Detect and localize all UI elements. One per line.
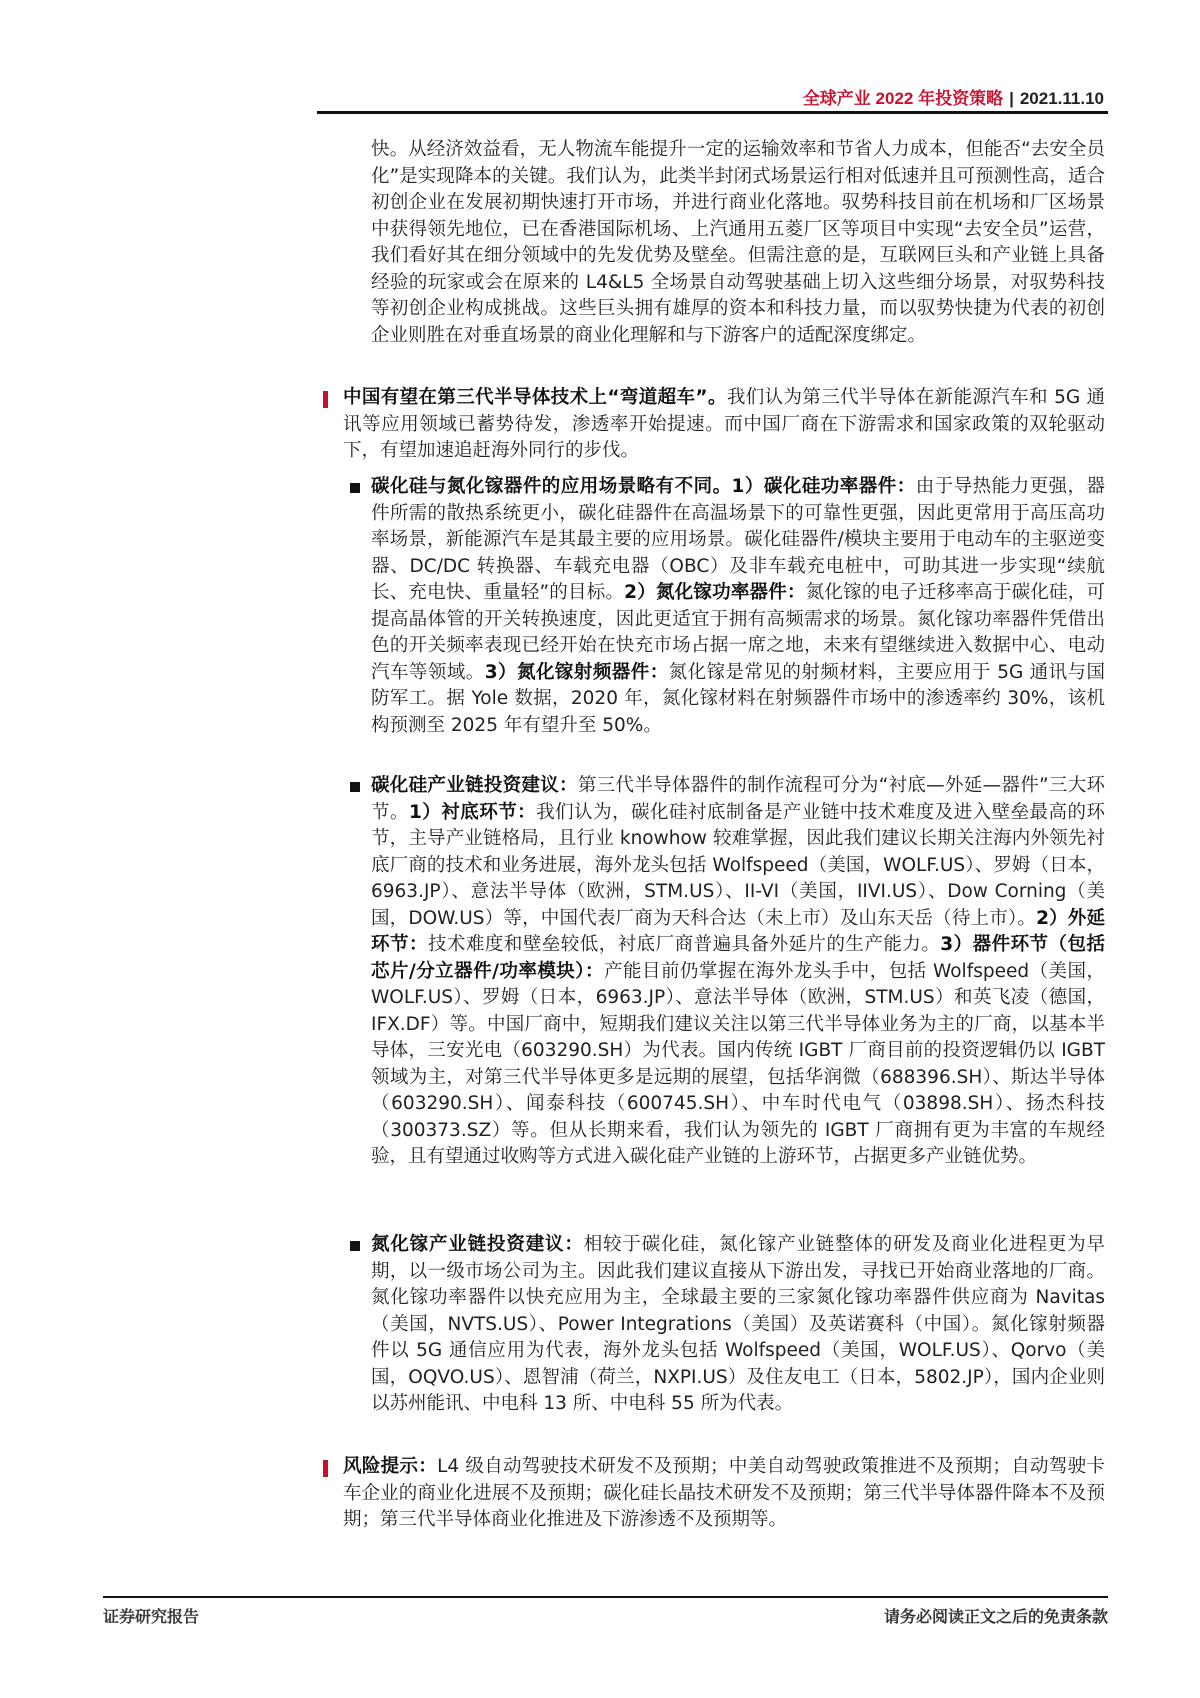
square-bullet-icon	[350, 483, 360, 493]
bold-lead-text: 3）器件环节（包括芯片/分立器件/功率模块）：	[371, 934, 1105, 982]
bold-lead-text: 碳化硅产业链投资建议：	[371, 775, 578, 796]
bullet-sic-gan-applications	[371, 474, 1105, 739]
bold-lead-text: 1）衬底环节：	[408, 801, 537, 823]
bold-lead-text: 中国有望在第三代半导体技术上“弯道超车”。	[343, 387, 727, 408]
section-risk-warning	[343, 1454, 1105, 1534]
header-separator: |	[1009, 89, 1014, 108]
body-text: 快。从经济效益看，无人物流车能提升一定的运输效率和节省人力成本，但能否“去安全员化”是实现降本的关键。我们认为，此类半封闭式场景运行相对低速并且可预测性高，适合初创企业在发展初期快速打开市场，并进行商业化落地。驭势科技目前在机场和厂区场景中获得领先地位，已在香港国际机场、上汽通用五菱厂区等项目中实现“去安全员”运营，我们看好其在细分领域中的先发优势及壁垒。但需注意的是，互联网巨头和产业链上具备经验的玩家或会在原来的 L4&L5 全场景自动驾驶基础上切入这些细分场景，对驭势科技等初创企业构成挑战。这些巨头拥有雄厚的资本和科技力量，而以驭势快捷为代表的初创企业则胜在对垂直场景的商业化理解和与下游客户的适配深度绑定。	[371, 139, 1106, 346]
body-text: 氮化镓的电子迁移率高于碳化硅，可提高晶体管的开关转换速度，因此更适宜于拥有高频需求的场景。氮化镓功率器件凭借出色的开关频率表现已经开始在快充市场占据一席之地，未来有望继续进入数据中心、电动汽车等领域。	[371, 582, 1105, 683]
bullet-gan-investment	[371, 1232, 1105, 1418]
body-text: 由于导热能力更强，器件所需的散热系统更小，碳化硅器件在高温场景下的可靠性更强，因此更常用于高压高功率场景，新能源汽车是其最主要的应用场景。碳化硅器件/模块主要用于电动车的主驱逆变器、DC/DC 转换器、车载充电器（OBC）及非车载充电桩中，可助其进一步实现“续航长、充电快、重量轻”的目标。	[371, 476, 1105, 603]
body-text: 技术难度和壁垒较低，衬底厂商普遍具备外延片的生产能力。	[427, 934, 941, 955]
square-bullet-icon	[350, 782, 360, 792]
footer-left: 证券研究报告	[103, 1607, 200, 1626]
body-text: 氮化镓是常见的射频材料，主要应用于 5G 通讯与国防军工。据 Yole 数据，2020 年，氮化镓材料在射频器件市场中的渗透率约 30%，该机构预测至 2025 年有望升至 50%。	[371, 661, 1106, 736]
page-header	[803, 84, 1104, 109]
body-text: 产能目前仍掌握在海外龙头手中，包括 Wolfspeed（美国，WOLF.US）、罗姆（日本，6963.JP）、意法半导体（欧洲，STM.US）和英飞凌（德国，IFX.DF）等。中国厂商中，短期我们建议关注以第三代半导体业务为主的厂商，以基本半导体，三安光电（603290.SH）为代表。国内传统 IGBT 厂商目前的投资逻辑仍以 IGBT 领域为主，对第三代半导体更多是远期的展望，包括华润微（688396.SH）、斯达半导体（603290.SH）、闻泰科技（600745.SH）、中车时代电气（03898.SH）、扬杰科技（300373.SZ）等。但从长期来看，我们认为领先的 IGBT 厂商拥有更为丰富的车规经验，且有望通过收购等方式进入碳化硅产业链的上游环节，占据更多产业链优势。	[371, 960, 1106, 1167]
section-marker-icon	[323, 391, 328, 408]
section-text	[343, 1454, 1105, 1534]
section-third-gen-semiconductor	[343, 385, 1105, 465]
bold-lead-text: 氮化镓产业链投资建议：	[371, 1234, 584, 1255]
section-text	[343, 385, 1105, 465]
body-text: 第三代半导体器件的制作流程可分为“衬底—外延—器件”三大环节。	[371, 775, 1105, 823]
bullet-text	[371, 1232, 1105, 1418]
paragraph-autonomous-logistics	[371, 137, 1105, 349]
bold-lead-text: 碳化硅与氮化镓器件的应用场景略有不同。1）碳化硅功率器件：	[371, 476, 916, 497]
body-text: 我们认为第三代半导体在新能源汽车和 5G 通讯等应用领域已蓄势待发，渗透率开始提速。而中国厂商在下游需求和国家政策的双轮驱动下，有望加速追赶海外同行的步伐。	[343, 387, 1105, 461]
report-title: 全球产业 2022 年投资策略	[802, 89, 1004, 108]
footer-rule	[103, 1596, 1108, 1598]
square-bullet-icon	[350, 1241, 360, 1251]
bold-lead-text: 2）外延环节：	[371, 907, 1105, 955]
footer-disclaimer: 请务必阅读正文之后的免责条款	[883, 1607, 1108, 1626]
body-text: 相较于碳化硅，氮化镓产业链整体的研发及商业化进程更为早期，以一级市场公司为主。因此我们建议直接从下游出发，寻找已开始商业落地的厂商。氮化镓功率器件以快充应用为主，全球最主要的三家氮化镓功率器件供应商为 Navitas（美国，NVTS.US）、Power Integrations（美国）及英诺赛科（中国）。氮化镓射频器件以 5G 通信应用为代表，海外龙头包括 Wolfspeed（美国，WOLF.US）、Qorvo（美国，OQVO.US）、恩智浦（荷兰，NXPI.US）及住友电工（日本，5802.JP），国内企业则以苏州能讯、中电科 13 所、中电科 55 所为代表。	[371, 1234, 1105, 1414]
bullet-text	[371, 474, 1105, 739]
header-rule	[317, 111, 1108, 114]
bullet-text	[371, 773, 1105, 1171]
bold-lead-text: 3）氮化镓射频器件：	[484, 661, 669, 683]
body-text: 我们认为，碳化硅衬底制备是产业链中技术难度及进入壁垒最高的环节，主导产业链格局，且行业 knowhow 较难掌握，因此我们建议长期关注海内外领先衬底厂商的技术和业务进展，海外龙头包括 Wolfspeed（美国，WOLF.US）、罗姆（日本，6963.JP）、意法半导体（欧洲，STM.US）、II-VI（美国，IIVI.US）、Dow Corning（美国，DOW.US）等，中国代表厂商为天科合达（未上市）及山东天岳（待上市）。	[371, 801, 1105, 929]
report-date: 2021.11.10	[1019, 89, 1104, 108]
bold-lead-text: 2）氮化镓功率器件：	[624, 582, 806, 603]
bullet-sic-investment	[371, 773, 1105, 1171]
bold-lead-text: 风险提示：	[343, 1456, 438, 1477]
body-text: L4 级自动驾驶技术研发不及预期；中美自动驾驶政策推进不及预期；自动驾驶卡车企业的商业化进展不及预期；碳化硅长晶技术研发不及预期；第三代半导体器件降本不及预期；第三代半导体商业化推进及下游渗透不及预期等。	[343, 1456, 1105, 1530]
section-marker-icon	[323, 1460, 328, 1477]
